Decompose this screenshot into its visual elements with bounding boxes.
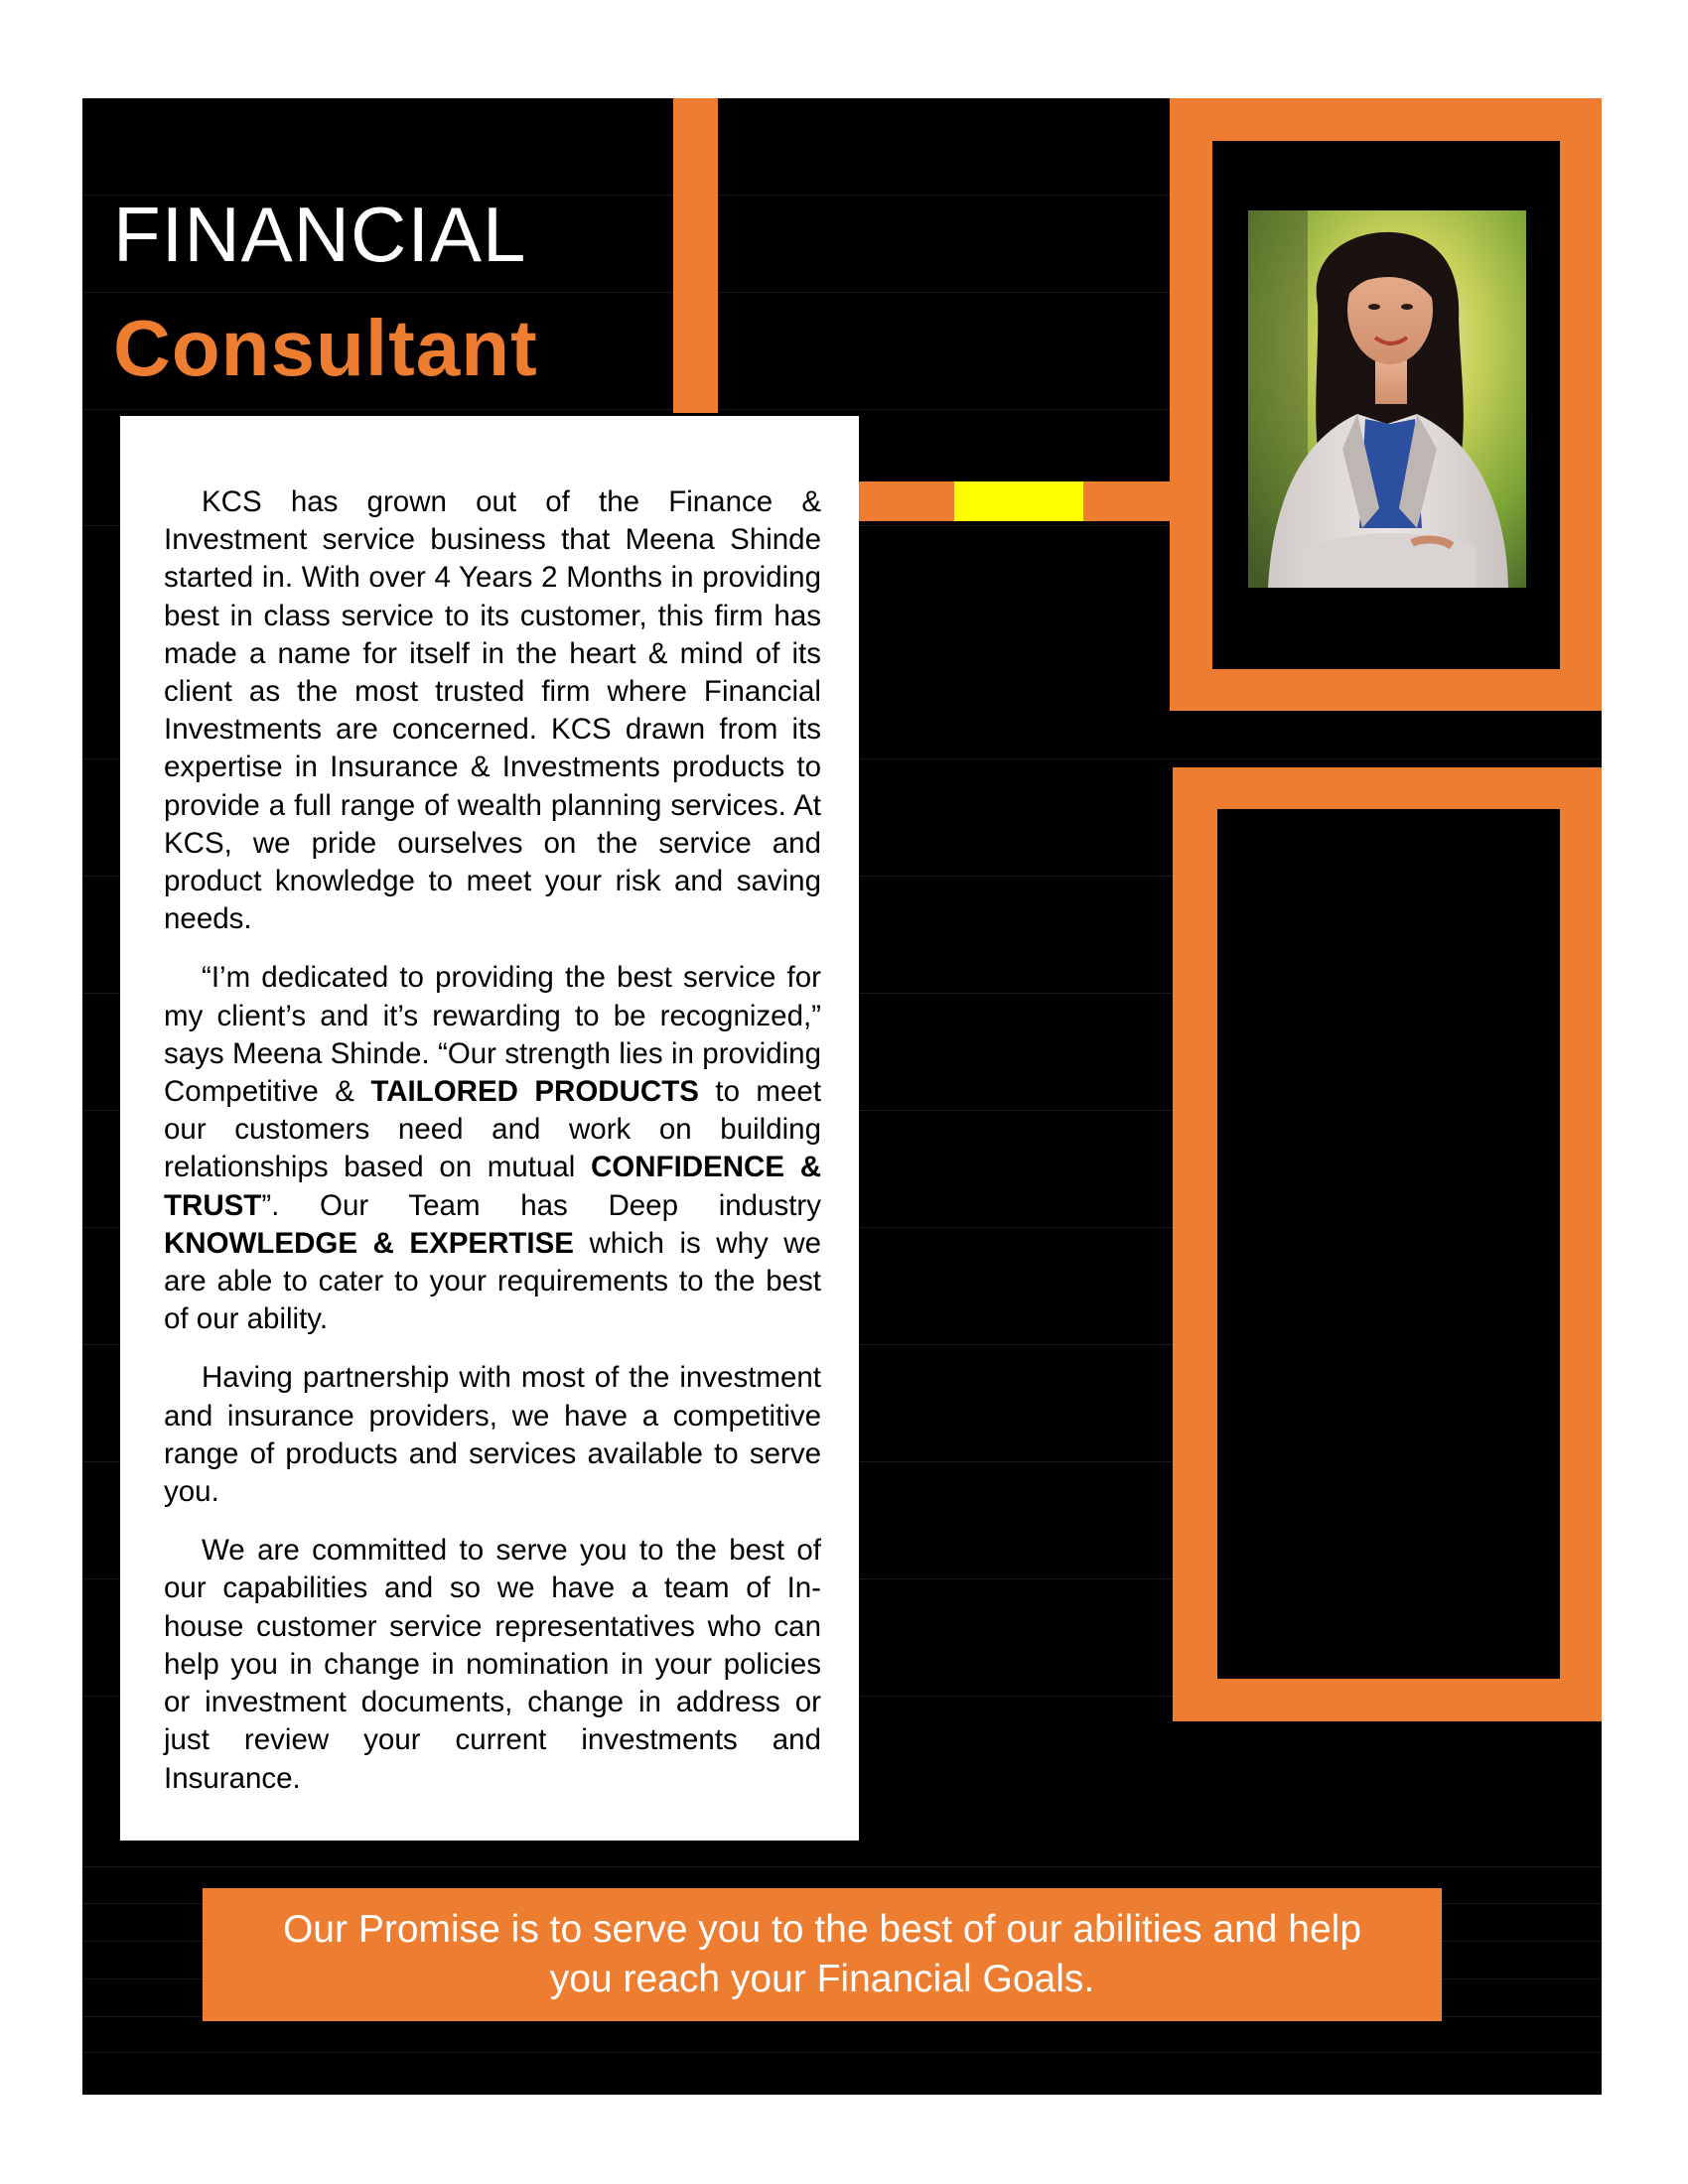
quote-text-c: to meet our customers need and work on building relationships based on mutual <box>164 1075 822 1184</box>
divider-line <box>82 2052 1602 2053</box>
emphasis-knowledge-expertise: KNOWLEDGE & EXPERTISE <box>164 1226 574 1260</box>
body-text-box <box>120 416 859 1841</box>
emphasis-tailored-products: TAILORED PRODUCTS <box>370 1075 699 1109</box>
highlight-block <box>954 481 1083 521</box>
flyer-poster <box>82 98 1602 2095</box>
paragraph-quote <box>164 959 821 1338</box>
paragraph-intro: KCS has grown out of the Finance & Investment service business that Meena Shinde started in. With over 4 Years 2 Months in providing best in class service to its customer, this firm has made a name for itself in the heart & mind of its client as the most trusted firm where Financial Investments are concerned. KCS drawn from its expertise in Insurance & Investments products to provide a full range of wealth planning services. At KCS, we pride ourselves on the service and product knowledge to meet your risk and saving needs. <box>164 485 821 936</box>
promise-banner <box>203 1888 1442 2021</box>
lower-frame-inner <box>1217 809 1560 1679</box>
paragraph-commitment: We are committed to serve you to the best of our capabilities and so we have a team of In-house customer service representatives who can help you in change in nomination in your policies or investment documents, change in address or just review your current investments and Insurance. <box>164 1534 821 1795</box>
quote-text-a: “I’m dedicated to providing the best service for my client’s and it’s rewarding to be recognized,” says Meena Shinde. “Our strength lies in providing Competitive & <box>164 961 821 1109</box>
quote-text-d: ”. Our Team has Deep industry <box>261 1188 821 1222</box>
divider-line <box>82 1866 1602 1867</box>
accent-bar-vertical <box>673 98 718 413</box>
promise-text: Our Promise is to serve you to the best of our abilities and help you reach your Financial Goals. <box>282 1908 1362 2000</box>
paragraph-partnership: Having partnership with most of the investment and insurance providers, we have a competitive range of products and services available to serve you. <box>164 1361 821 1509</box>
title-consultant: Consultant <box>113 304 538 392</box>
emphasis-confidence-trust: CONFIDENCE & TRUST <box>164 1151 821 1222</box>
consultant-photo <box>1248 210 1526 588</box>
quote-text-e: which is why we are able to cater to your requirements to the best of our ability. <box>164 1226 821 1336</box>
title-financial: FINANCIAL <box>113 191 527 278</box>
